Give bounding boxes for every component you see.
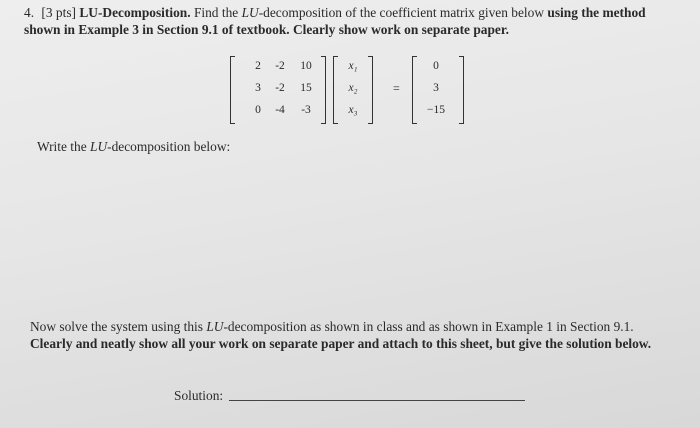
matrix-cell: -4 <box>275 104 285 116</box>
unknown-x2: x₂ <box>348 82 358 94</box>
rhs-right-bracket <box>459 56 464 124</box>
problem-points: [3 pts] <box>41 5 76 20</box>
matrix-cell: -2 <box>275 82 285 94</box>
rhs-cell: 0 <box>433 60 439 72</box>
matrix-cell: 2 <box>255 60 261 72</box>
solution-answer-line[interactable] <box>229 400 525 401</box>
unknowns-right-bracket <box>368 56 373 124</box>
rhs-left-bracket <box>412 56 417 124</box>
solve-bold-text: Clearly and neatly show all your work on separate paper and attach to this sheet, but give the solution below. <box>30 336 652 351</box>
problem-text-1: Find the <box>193 5 242 20</box>
rhs-cell: 3 <box>433 82 439 94</box>
unknown-x3: x₃ <box>348 104 358 116</box>
problem-text-2: -decomposition of the coefficient matrix given below <box>258 5 548 20</box>
matrix-cell: 0 <box>255 104 261 116</box>
solution-row <box>174 388 525 404</box>
rhs-cell: −15 <box>427 104 445 116</box>
problem-title: LU-Decomposition. <box>79 5 191 20</box>
problem-lu-term: LU <box>241 5 259 20</box>
problem-statement <box>24 4 679 38</box>
solve-lu-term: LU <box>206 319 224 334</box>
matrix-cell: 15 <box>300 82 312 94</box>
unknowns-left-bracket <box>333 56 338 124</box>
equals-sign: = <box>393 81 400 95</box>
solve-instructions <box>30 318 675 352</box>
matrix-cell: 10 <box>300 60 312 72</box>
unknown-x1: x₁ <box>348 60 358 72</box>
problem-bold-instruction: using the method shown in Example 3 in Section 9.1 of textbook. Clearly show work on separate paper. <box>24 5 646 37</box>
lu-prompt <box>37 139 230 155</box>
lu-prompt-after: -decomposition below: <box>107 139 231 154</box>
matrix-right-bracket <box>321 56 326 124</box>
matrix-cell: -3 <box>301 104 311 116</box>
lu-prompt-before: Write the <box>37 139 90 154</box>
problem-number: 4. <box>24 5 35 20</box>
lu-prompt-term: LU <box>90 139 108 154</box>
matrix-cell: 3 <box>255 82 261 94</box>
solution-label: Solution: <box>174 388 224 403</box>
matrix-cell: -2 <box>275 60 285 72</box>
matrix-left-bracket <box>230 56 235 124</box>
solve-text-1: Now solve the system using this <box>30 319 207 334</box>
linear-system <box>230 56 480 126</box>
solve-text-2: -decomposition as shown in class and as shown in Example 1 in Section 9.1. <box>223 319 634 334</box>
